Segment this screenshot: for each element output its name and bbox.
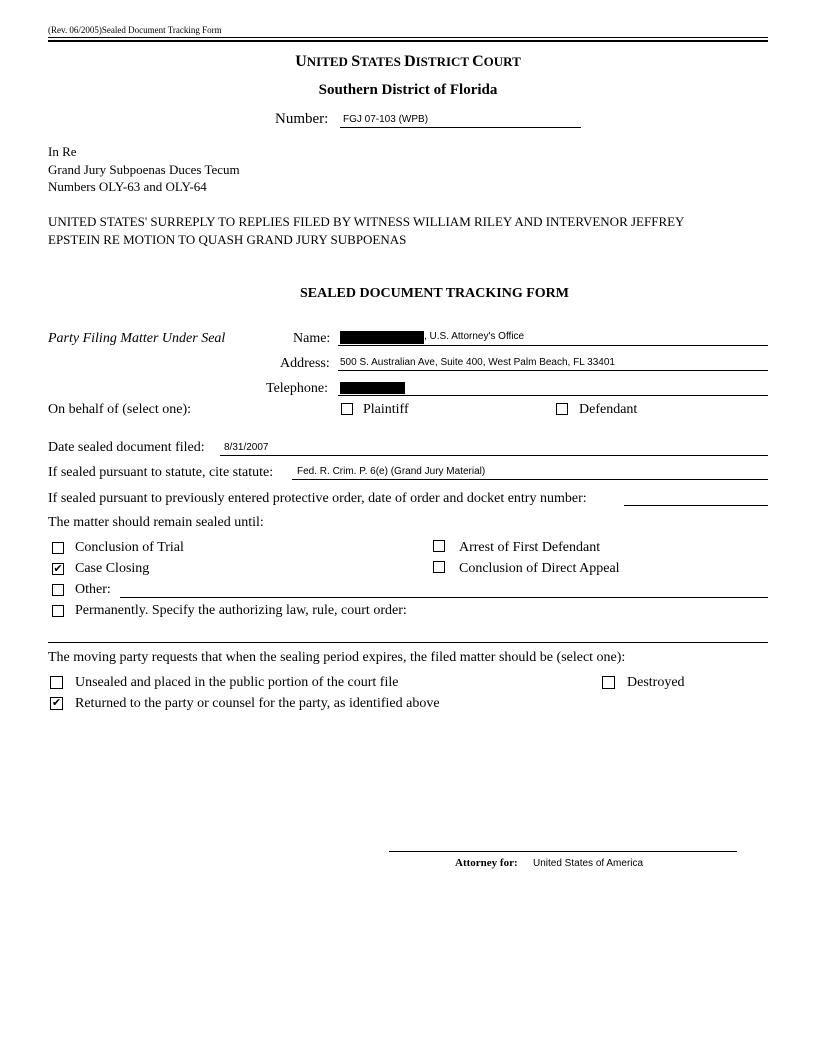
- sealed-until-label: The matter should remain sealed until:: [48, 515, 264, 530]
- attorney-for-field[interactable]: United States of America: [533, 858, 644, 869]
- redaction-block: [340, 331, 424, 344]
- plaintiff-label: Plaintiff: [363, 402, 409, 417]
- telephone-field-line: [338, 395, 768, 396]
- conclusion-direct-appeal-label: Conclusion of Direct Appeal: [459, 561, 620, 576]
- destroyed-checkbox[interactable]: [602, 676, 615, 689]
- number-field-line: [340, 127, 581, 128]
- permanently-label: Permanently. Specify the authorizing law, rule, court order:: [75, 603, 407, 618]
- conclusion-of-trial-label: Conclusion of Trial: [75, 540, 184, 555]
- unsealed-label: Unsealed and placed in the public portion of the court file: [75, 675, 399, 690]
- on-behalf-label: On behalf of (select one):: [48, 402, 192, 417]
- party-section-label: Party Filing Matter Under Seal: [48, 331, 226, 346]
- arrest-first-defendant-checkbox[interactable]: [433, 540, 445, 552]
- protective-order-label: If sealed pursuant to previously entered protective order, date of order and docket entry number:: [48, 491, 587, 506]
- number-field[interactable]: FGJ 07-103 (WPB): [343, 114, 429, 125]
- defendant-label: Defendant: [579, 402, 638, 417]
- defendant-checkbox[interactable]: [556, 403, 568, 415]
- caption-line: Grand Jury Subpoenas Duces Tecum: [48, 162, 240, 177]
- arrest-first-defendant-label: Arrest of First Defendant: [459, 540, 601, 555]
- statute-field-line: [292, 479, 768, 480]
- date-filed-label: Date sealed document filed:: [48, 440, 205, 455]
- unsealed-checkbox[interactable]: [50, 676, 63, 689]
- conclusion-direct-appeal-checkbox[interactable]: [433, 561, 445, 573]
- name-suffix: , U.S. Attorney's Office: [424, 331, 525, 342]
- returned-label: Returned to the party or counsel for the party, as identified above: [75, 696, 440, 711]
- name-field-line: [338, 345, 768, 346]
- permanently-checkbox[interactable]: [52, 605, 64, 617]
- other-field-line[interactable]: [120, 597, 768, 598]
- revision-note: (Rev. 06/2005)Sealed Document Tracking Form: [48, 25, 222, 35]
- date-filed-field[interactable]: 8/31/2007: [224, 442, 269, 453]
- court-title: UNITED STATES DISTRICT COURT: [295, 53, 521, 70]
- destroyed-label: Destroyed: [627, 675, 685, 690]
- signature-line[interactable]: [389, 851, 737, 852]
- attorney-for-label: Attorney for:: [455, 857, 518, 869]
- case-closing-label: Case Closing: [75, 561, 150, 576]
- caption-line: In Re: [48, 144, 77, 159]
- authorizing-law-field-line[interactable]: [48, 642, 768, 643]
- other-label: Other:: [75, 582, 111, 597]
- document-title-line: EPSTEIN RE MOTION TO QUASH GRAND JURY SUBPOENAS: [48, 232, 407, 247]
- name-label: Name:: [293, 331, 331, 346]
- address-label: Address:: [280, 356, 330, 371]
- form-title: SEALED DOCUMENT TRACKING FORM: [299, 286, 569, 301]
- statute-field[interactable]: Fed. R. Crim. P. 6(e) (Grand Jury Material): [297, 466, 486, 477]
- header-rule-bottom: [48, 40, 768, 42]
- conclusion-of-trial-checkbox[interactable]: [52, 542, 64, 554]
- caption-line: Numbers OLY-63 and OLY-64: [48, 179, 207, 194]
- other-checkbox[interactable]: [52, 584, 64, 596]
- address-field-line: [338, 370, 768, 371]
- telephone-label: Telephone:: [266, 381, 328, 396]
- case-closing-checkbox[interactable]: ✔: [53, 562, 63, 575]
- statute-label: If sealed pursuant to statute, cite statute:: [48, 465, 274, 480]
- protective-order-field-line[interactable]: [624, 505, 768, 506]
- address-field[interactable]: 500 S. Australian Ave, Suite 400, West Palm Beach, FL 33401: [340, 357, 615, 368]
- date-filed-line: [220, 455, 768, 456]
- district-name: Southern District of Florida: [318, 82, 498, 98]
- plaintiff-checkbox[interactable]: [341, 403, 353, 415]
- redaction-block: [340, 382, 405, 394]
- number-label: Number:: [275, 111, 329, 127]
- header-rule-top: [48, 37, 768, 38]
- document-title-line: UNITED STATES' SURREPLY TO REPLIES FILED BY WITNESS WILLIAM RILEY AND INTERVENOR JEFFREY: [48, 214, 685, 229]
- returned-checkbox[interactable]: ✔: [51, 696, 62, 709]
- expiry-label: The moving party requests that when the sealing period expires, the filed matter should be (select one):: [48, 650, 626, 665]
